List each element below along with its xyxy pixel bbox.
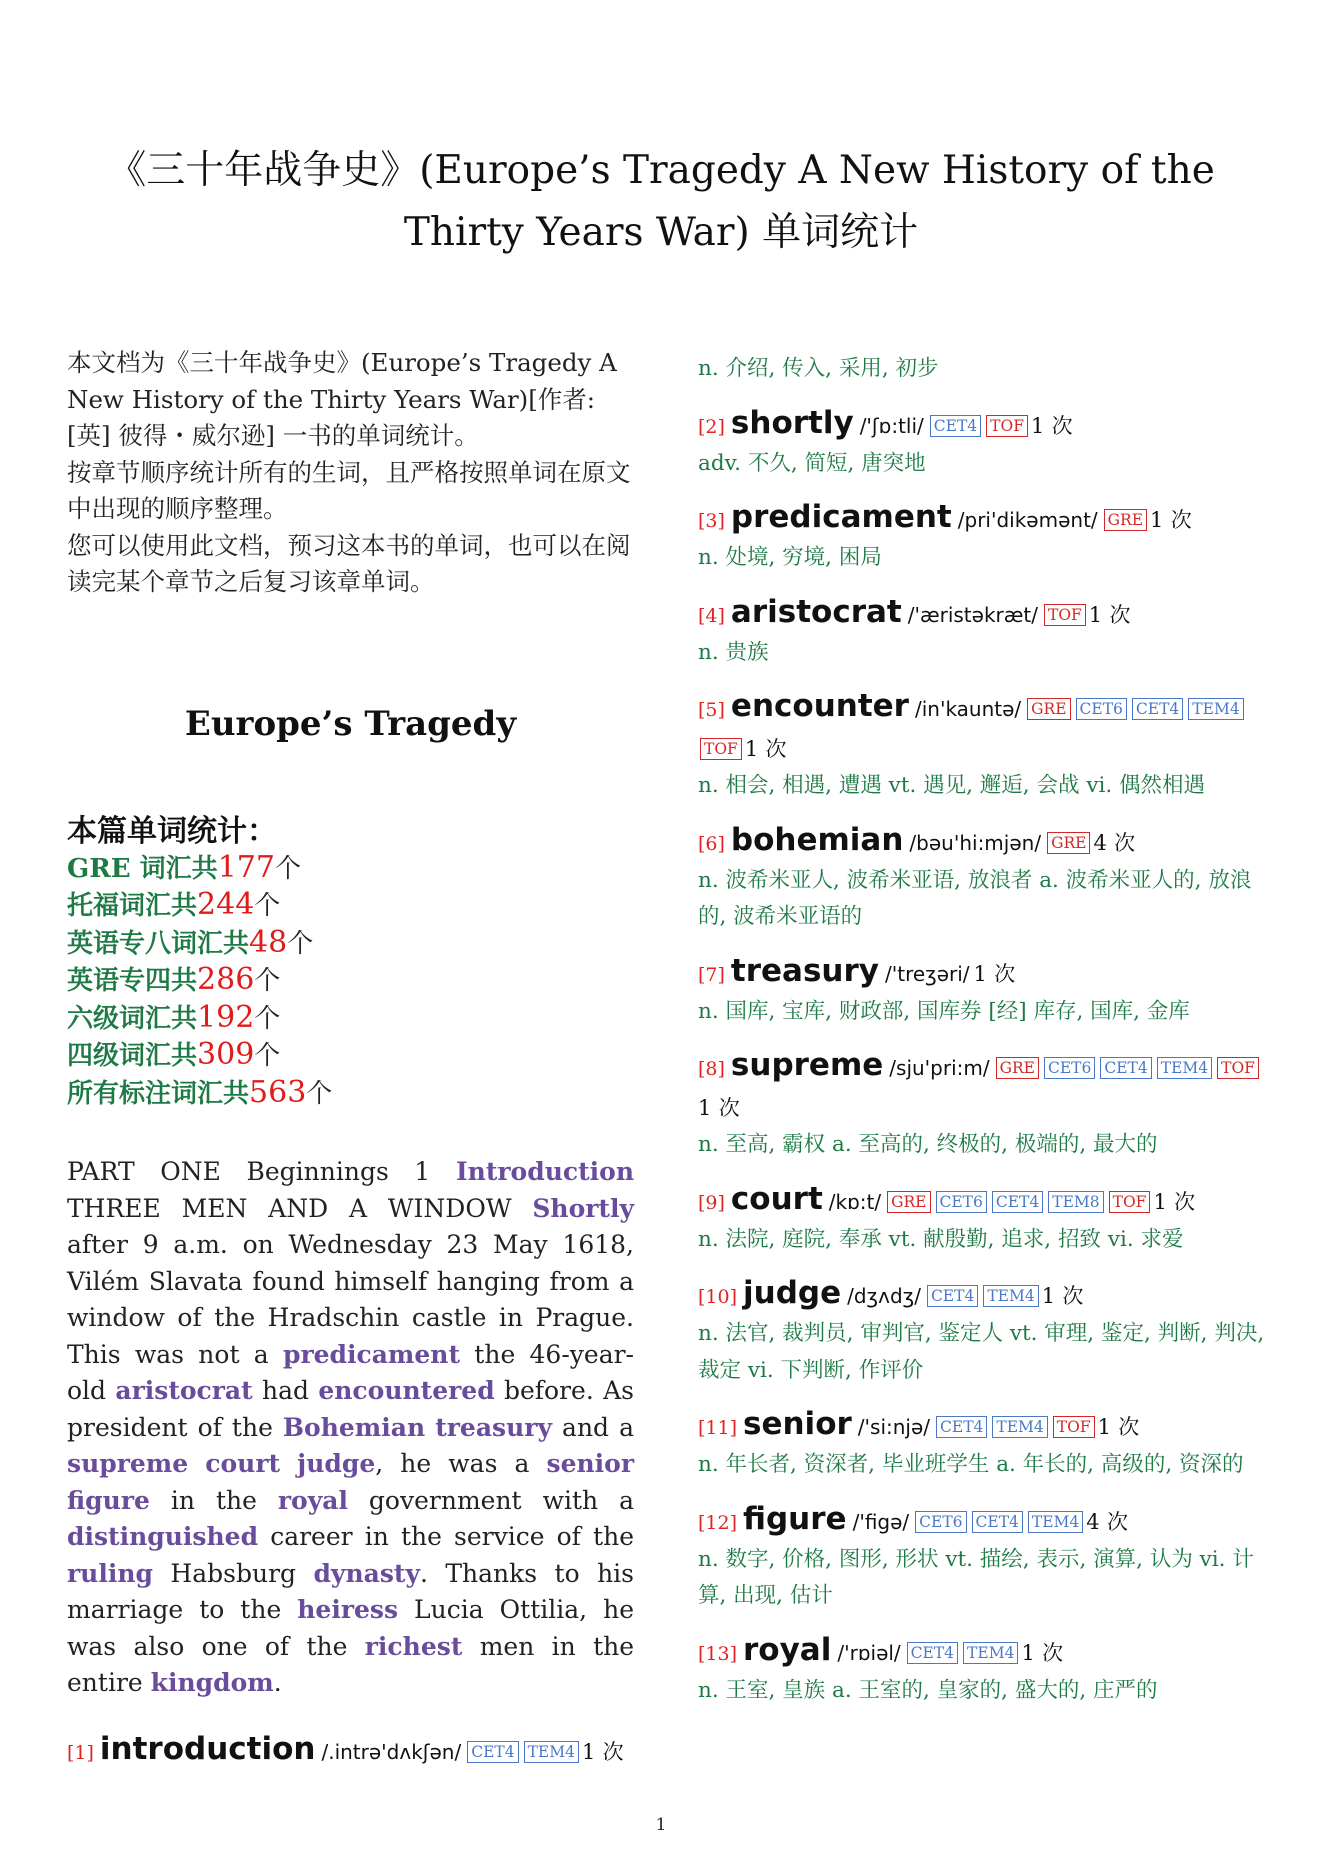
entry-phonetic: /kɒ:t/ bbox=[828, 1189, 882, 1214]
count-unit: 次 bbox=[1109, 602, 1131, 627]
entry-index: [11] bbox=[698, 1417, 738, 1439]
vocab-entry bbox=[698, 1274, 1270, 1389]
entry-count bbox=[1093, 830, 1135, 855]
entry-definition: n. 介绍, 传入, 采用, 初步 bbox=[698, 356, 939, 381]
vocab-entry-continued bbox=[698, 351, 1270, 388]
entry-phonetic: /dʒʌdʒ/ bbox=[847, 1284, 921, 1308]
count-unit: 次 bbox=[994, 961, 1016, 986]
exam-tag: GRE bbox=[887, 1191, 930, 1213]
entry-index: [7] bbox=[698, 963, 725, 986]
left-entries bbox=[67, 1730, 634, 1772]
entry-phonetic: /'ʃɒ:tli/ bbox=[859, 413, 924, 438]
entry-head bbox=[698, 593, 1270, 635]
entry-definition: n. 贵族 bbox=[698, 639, 769, 665]
exam-tag: CET4 bbox=[972, 1511, 1023, 1533]
entry-index: [3] bbox=[698, 510, 725, 532]
vocab-word: figure bbox=[67, 1485, 150, 1515]
exam-tag: TOF bbox=[700, 738, 742, 760]
count-number: 1 bbox=[1041, 1284, 1056, 1308]
stat-tem8: 英语专八词汇共48个 bbox=[67, 924, 314, 960]
entry-index: [12] bbox=[698, 1511, 738, 1534]
stat-cet6: 六级词汇共192个 bbox=[67, 999, 281, 1035]
entry-word: aristocrat bbox=[730, 593, 902, 630]
vocab-word: court bbox=[205, 1449, 281, 1478]
passage-segment: government with a bbox=[347, 1485, 634, 1515]
vocab-word: ruling bbox=[67, 1558, 153, 1588]
entry-definition: adv. 不久, 简短, 唐突地 bbox=[698, 450, 926, 476]
stat-cet4: 四级词汇共309个 bbox=[67, 1037, 281, 1072]
passage-segment: men in the entire bbox=[67, 1631, 635, 1697]
count-unit: 次 bbox=[765, 737, 787, 761]
exam-tag: TOF bbox=[1044, 604, 1086, 626]
exam-tag: CET4 bbox=[907, 1642, 958, 1664]
entry-head bbox=[698, 687, 1270, 768]
entry-index: [2] bbox=[698, 415, 725, 438]
passage-segment: career in the service of the bbox=[258, 1522, 634, 1551]
count-number: 1 bbox=[744, 737, 759, 761]
count-number: 4 bbox=[1093, 830, 1107, 855]
entry-phonetic: /.intrə'dʌkʃən/ bbox=[321, 1739, 462, 1764]
count-number: 1 bbox=[1088, 602, 1103, 627]
passage-segment: after 9 a.m. on Wednesday 23 May 1618, Vilém Slavata found himself hanging from a window of the Hradschin castle in Prague. This was not a bbox=[67, 1230, 634, 1369]
intro-line-2: 按章节顺序统计所有的生词，且严格按照单词在原文中出现的顺序整理。 bbox=[67, 457, 631, 523]
entry-word: royal bbox=[743, 1631, 832, 1668]
passage-segment bbox=[425, 1413, 435, 1442]
entry-definition: n. 国库, 宝库, 财政部, 国库券 [经] 库存, 国库, 金库 bbox=[698, 998, 1190, 1024]
exam-tag: TEM4 bbox=[963, 1642, 1018, 1664]
entry-index: [6] bbox=[698, 832, 725, 855]
passage-segment: PART ONE Beginnings 1 bbox=[67, 1157, 456, 1186]
entry-definition: n. 法官, 裁判员, 审判官, 鉴定人 vt. 审理, 鉴定, 判断, 判决, 裁定 vi. 下判断, 作评价 bbox=[698, 1321, 1265, 1383]
entry-phonetic: /'rɒiəl/ bbox=[837, 1640, 901, 1665]
entry-head bbox=[698, 1500, 1270, 1542]
passage-segment: Habsburg bbox=[153, 1558, 314, 1588]
entry-word: treasury bbox=[730, 952, 879, 989]
entry-head bbox=[698, 404, 1270, 446]
entry-index: [1] bbox=[67, 1741, 94, 1764]
passage-segment: THREE MEN AND A WINDOW bbox=[67, 1193, 533, 1223]
exam-tag: TEM4 bbox=[992, 1416, 1047, 1438]
entry-count bbox=[745, 736, 787, 761]
entry-word: supreme bbox=[730, 1047, 884, 1083]
entry-definition: n. 年长者, 资深者, 毕业班学生 a. 年长的, 高级的, 资深的 bbox=[698, 1452, 1244, 1477]
exam-tag: TEM4 bbox=[1028, 1511, 1083, 1533]
entry-index: [10] bbox=[698, 1286, 738, 1308]
passage-segment: . Thanks to his marriage to the bbox=[67, 1558, 634, 1624]
exam-tag: CET4 bbox=[1100, 1057, 1151, 1079]
entry-index: [4] bbox=[698, 604, 725, 627]
entry-head bbox=[698, 498, 1270, 540]
exam-tag: TOF bbox=[1217, 1057, 1259, 1079]
vocab-entry bbox=[698, 687, 1270, 805]
vocab-word: Bohemian bbox=[282, 1412, 426, 1442]
exam-tag: CET4 bbox=[467, 1741, 518, 1763]
entry-definition: n. 相会, 相遇, 遭遇 vt. 遇见, 邂逅, 会战 vi. 偶然相遇 bbox=[698, 773, 1206, 798]
exam-tag: TEM4 bbox=[983, 1285, 1038, 1307]
entry-word: introduction bbox=[99, 1730, 316, 1767]
exam-tag: TEM4 bbox=[1188, 698, 1243, 720]
count-number: 1 bbox=[1150, 508, 1164, 532]
entry-definition: n. 王室, 皇族 a. 王室的, 皇家的, 盛大的, 庄严的 bbox=[698, 1677, 1158, 1703]
entry-definition: n. 数字, 价格, 图形, 形状 vt. 描绘, 表示, 演算, 认为 vi. 计算, 出现, 估计 bbox=[698, 1546, 1254, 1608]
intro-line-3: 您可以使用此文档，预习这本书的单词，也可以在阅读完某个章节之后复习该章单词。 bbox=[67, 530, 631, 596]
entry-count bbox=[582, 1739, 624, 1764]
entry-phonetic: /'figə/ bbox=[852, 1509, 910, 1534]
exam-tag: GRE bbox=[1047, 832, 1090, 854]
entry-count bbox=[1031, 413, 1073, 438]
entry-word: judge bbox=[743, 1275, 842, 1311]
exam-tag: TOF bbox=[986, 415, 1028, 437]
passage-segment: and a bbox=[551, 1412, 635, 1442]
count-number: 4 bbox=[1086, 1509, 1100, 1534]
exam-tag: CET4 bbox=[992, 1191, 1043, 1213]
entry-count bbox=[1098, 1414, 1140, 1439]
passage-segment bbox=[280, 1449, 297, 1478]
entry-phonetic: /sju'pri:m/ bbox=[889, 1056, 990, 1080]
exam-tag: GRE bbox=[1104, 509, 1147, 531]
entry-definition: n. 至高, 霸权 a. 至高的, 终极的, 极端的, 最大的 bbox=[698, 1132, 1158, 1157]
exam-tag: CET4 bbox=[936, 1416, 987, 1438]
passage-segment: , he was a bbox=[375, 1449, 547, 1478]
entry-count bbox=[1089, 602, 1131, 627]
stat-toefl: 托福词汇共244个 bbox=[67, 887, 281, 922]
count-number: 1 bbox=[698, 1096, 712, 1120]
entry-count bbox=[1021, 1640, 1063, 1665]
count-unit: 次 bbox=[602, 1739, 624, 1764]
intro-line-1: 本文档为《三十年战争史》(Europe’s Tragedy A New History of the Thirty Years War)[作者: [英] 彼得・威尔逊] 一书的单词统计。 bbox=[67, 348, 617, 450]
vocab-word: judge bbox=[297, 1449, 376, 1478]
entry-count bbox=[698, 1095, 740, 1120]
page-number: 1 bbox=[655, 1815, 667, 1835]
vocab-entry bbox=[698, 498, 1270, 577]
intro-text bbox=[67, 345, 634, 601]
vocab-word: dynasty bbox=[313, 1558, 420, 1588]
passage-segment: had bbox=[252, 1376, 319, 1405]
vocab-word: Introduction bbox=[455, 1157, 634, 1186]
entry-head bbox=[698, 821, 1270, 863]
entry-definition: n. 处境, 穷境, 困局 bbox=[698, 545, 882, 570]
vocab-word: treasury bbox=[435, 1412, 552, 1442]
left-column bbox=[67, 345, 634, 1788]
entry-word: predicament bbox=[730, 499, 952, 535]
passage-segment: Lucia Ottilia, he was also one of the bbox=[67, 1595, 634, 1661]
entry-head bbox=[698, 1631, 1270, 1673]
vocab-word: Shortly bbox=[532, 1193, 634, 1223]
vocab-word: royal bbox=[277, 1485, 348, 1515]
entry-phonetic: /'si:njə/ bbox=[857, 1415, 931, 1439]
exam-tag: GRE bbox=[1027, 698, 1070, 720]
vocab-word: supreme bbox=[67, 1449, 189, 1478]
count-unit: 次 bbox=[1051, 413, 1073, 438]
entry-word: bohemian bbox=[730, 821, 904, 858]
entry-head bbox=[67, 1730, 634, 1772]
count-unit: 次 bbox=[1170, 508, 1192, 532]
entry-definition: n. 法院, 庭院, 奉承 vt. 献殷勤, 追求, 招致 vi. 求爱 bbox=[698, 1226, 1184, 1252]
stat-all: 所有标注词汇共563个 bbox=[67, 1074, 333, 1110]
entry-phonetic: /'treʒəri/ bbox=[885, 961, 970, 986]
passage-segment: the 46-year-old bbox=[67, 1339, 634, 1405]
entry-count bbox=[1042, 1283, 1084, 1308]
entry-index: [13] bbox=[698, 1642, 738, 1665]
entry-count bbox=[974, 961, 1016, 986]
passage-segment: before. As president of the bbox=[67, 1376, 635, 1442]
entry-phonetic: /bəu'hi:mjən/ bbox=[909, 830, 1042, 855]
count-unit: 次 bbox=[1106, 1509, 1128, 1534]
entry-count bbox=[1150, 507, 1192, 532]
count-unit: 次 bbox=[718, 1096, 740, 1120]
entry-index: [5] bbox=[698, 699, 725, 721]
passage-text bbox=[67, 1154, 634, 1702]
exam-tag: TEM8 bbox=[1048, 1191, 1103, 1213]
vocab-entry bbox=[698, 1500, 1270, 1615]
vocab-entry bbox=[698, 593, 1270, 672]
exam-tag: CET6 bbox=[915, 1511, 966, 1533]
passage-segment: . bbox=[273, 1668, 282, 1697]
entry-definition: n. 波希米亚人, 波希米亚语, 放浪者 a. 波希米亚人的, 放浪的, 波希米亚语的 bbox=[698, 867, 1252, 929]
entry-head bbox=[698, 1274, 1270, 1316]
vocab-entry bbox=[698, 1180, 1270, 1259]
entry-head bbox=[698, 1046, 1270, 1127]
vocab-entry bbox=[698, 1046, 1270, 1164]
vocab-entry bbox=[698, 821, 1270, 936]
vocab-word: distinguished bbox=[67, 1522, 259, 1551]
exam-tag: TOF bbox=[1109, 1191, 1151, 1213]
entry-word: senior bbox=[743, 1406, 852, 1442]
entry-head bbox=[698, 1180, 1270, 1222]
exam-tag: CET6 bbox=[1044, 1057, 1095, 1079]
exam-tag: TOF bbox=[1053, 1416, 1095, 1438]
vocab-entry bbox=[67, 1730, 634, 1772]
page-title: 《三十年战争史》(Europe’s Tragedy A New History of the Thirty Years War) 单词统计 bbox=[107, 148, 1215, 255]
vocab-word: heiress bbox=[297, 1595, 399, 1624]
exam-tag: CET6 bbox=[936, 1191, 987, 1213]
exam-tag: CET4 bbox=[930, 415, 981, 437]
count-unit: 次 bbox=[1114, 830, 1136, 855]
vocab-word: encountered bbox=[318, 1376, 495, 1405]
entry-count bbox=[1086, 1509, 1128, 1534]
right-entries bbox=[698, 351, 1270, 1725]
stat-tem4: 英语专四共286个 bbox=[67, 962, 281, 997]
entry-phonetic: /in'kauntə/ bbox=[914, 697, 1022, 721]
passage-segment bbox=[188, 1449, 205, 1478]
count-number: 1 bbox=[973, 961, 987, 986]
count-unit: 次 bbox=[1174, 1189, 1196, 1214]
entry-word: encounter bbox=[730, 688, 909, 724]
exam-tag: TEM4 bbox=[1157, 1057, 1212, 1079]
count-unit: 次 bbox=[1062, 1284, 1084, 1308]
entry-phonetic: /'æristəkræt/ bbox=[907, 602, 1038, 627]
vocab-word: aristocrat bbox=[115, 1376, 253, 1405]
vocab-word: kingdom bbox=[150, 1668, 274, 1697]
entry-count bbox=[1153, 1189, 1195, 1214]
entry-word: court bbox=[730, 1180, 823, 1217]
exam-tag: CET4 bbox=[927, 1285, 978, 1307]
entry-index: [9] bbox=[698, 1191, 725, 1214]
exam-tag: CET6 bbox=[1076, 698, 1127, 720]
vocab-word: senior bbox=[546, 1449, 634, 1478]
entry-head bbox=[698, 952, 1270, 994]
exam-tag: CET4 bbox=[1132, 698, 1183, 720]
exam-tag: TEM4 bbox=[524, 1741, 579, 1763]
count-number: 1 bbox=[1097, 1415, 1111, 1439]
entry-word: shortly bbox=[730, 404, 854, 441]
count-number: 1 bbox=[1153, 1189, 1167, 1214]
exam-tag: GRE bbox=[996, 1057, 1039, 1079]
entry-head bbox=[698, 1405, 1270, 1447]
vocab-word: richest bbox=[364, 1631, 463, 1661]
entry-word: figure bbox=[743, 1500, 847, 1537]
section-title: Europe’s Tragedy bbox=[184, 703, 517, 744]
count-number: 1 bbox=[581, 1739, 596, 1764]
stat-gre: GRE 词汇共177个 bbox=[67, 849, 301, 885]
count-unit: 次 bbox=[1118, 1415, 1140, 1439]
passage-segment: in the bbox=[149, 1485, 278, 1515]
entry-index: [8] bbox=[698, 1058, 725, 1080]
vocab-entry bbox=[698, 952, 1270, 1031]
stats-heading: 本篇单词统计： bbox=[67, 813, 277, 849]
count-unit: 次 bbox=[1042, 1640, 1064, 1665]
vocab-entry bbox=[698, 404, 1270, 483]
vocab-word: predicament bbox=[282, 1339, 461, 1369]
count-number: 1 bbox=[1021, 1640, 1035, 1665]
vocab-entry bbox=[698, 1405, 1270, 1484]
count-number: 1 bbox=[1030, 413, 1045, 438]
vocab-entry bbox=[698, 1631, 1270, 1710]
entry-phonetic: /pri'dikəmənt/ bbox=[957, 508, 1098, 532]
